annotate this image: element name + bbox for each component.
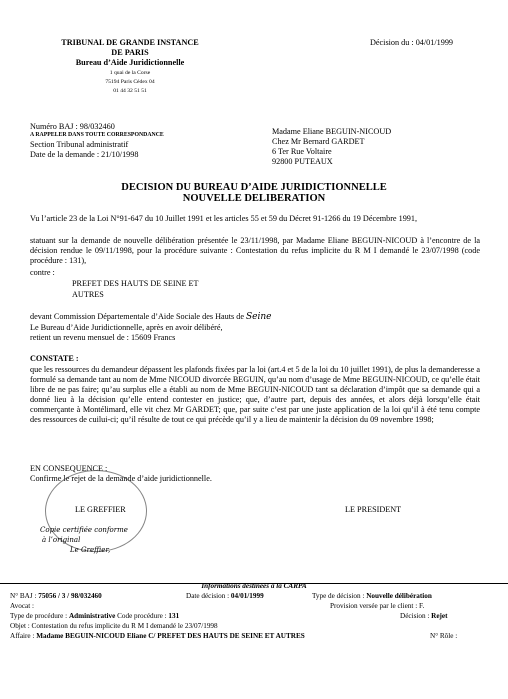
consequence-title: EN CONSEQUENCE : xyxy=(30,464,108,473)
footer-baj: N° BAJ : 75056 / 3 / 98/032460 xyxy=(10,592,102,600)
court-address1: 1 quai de la Corse xyxy=(109,70,151,76)
footer-role: N° Rôle : xyxy=(430,632,458,640)
greffier-label: LE GREFFIER xyxy=(75,505,126,514)
footer-header: Informations destinées à la CARPA xyxy=(201,582,307,590)
footer-type: Type de décision : Nouvelle délibération xyxy=(312,592,432,600)
decision-subtitle: NOUVELLE DELIBERATION xyxy=(182,193,326,204)
footer-objet: Objet : Contestation du refus implicite du R M I demandé le 23/07/1998 xyxy=(10,622,218,630)
bureau-line: Le Bureau d’Aide Juridictionnelle, après en avoir délibéré, xyxy=(30,323,223,332)
recipient-name: Madame Eliane BEGUIN-NICOUD xyxy=(272,127,392,136)
retient-line: retient un revenu mensuel de : 15609 Francs xyxy=(30,333,176,342)
footer-date: Date décision : 04/01/1999 xyxy=(186,592,264,600)
devant-line xyxy=(30,312,272,322)
decision-date: Décision du : 04/01/1999 xyxy=(370,38,454,47)
court-bureau: Bureau d’Aide Juridictionnelle xyxy=(75,58,185,67)
footer-avocat: Avocat : xyxy=(10,602,35,610)
request-date: Date de la demande : 21/10/1998 xyxy=(30,150,139,159)
recipient-street: 6 Ter Rue Voltaire xyxy=(272,147,332,156)
footer-provision: Provision versée par le client : F. xyxy=(330,602,425,610)
footer-procedure: Type de procédure : Administrative Code procédure : 131 xyxy=(10,612,180,620)
contre-label: contre : xyxy=(30,268,55,277)
constate-title: CONSTATE : xyxy=(30,354,79,363)
footer-decision: Décision : Rejet xyxy=(400,612,448,620)
consequence-text: Confirme le rejet de la demande d’aide juridictionnelle. xyxy=(30,474,212,483)
devant-text: devant Commission Départementale d’Aide Sociale des Hauts de xyxy=(30,312,244,321)
constate-text: que les ressources du demandeur dépassent les plafonds fixées par la loi (art.4 et 5 de la loi du 10 juillet 1991), de plus la demanderesse a formulé sa demande tant au nom de Mme NICOUD divorcée BEGUIN, qu’au nom d’usage de Mme BEGUIN-NICOUD, ce qu’elle était libre de ne pas faire; qu’au surplus elle a établi au nom de Mme BEGUIN-NICOUD tant sa déclaration d’impôt que sa demande qui a donné lieu à la décision qu’elle entend contester en justice; que, d’autre part, depuis des années, et alors déjà lorsqu’elle était commerçante à Montélimard, elle vit chez Mr GARDET; que, par suite c’est par une juste application de la loi qu’il à été tenu compte des ressources de cuilui-ci; qu’il résulte de tout ce qui précède qu’il y a lieu de maintenir la décision du 09 novembre 1998; xyxy=(30,365,480,424)
court-address2: 75194 Paris Cédex 04 xyxy=(105,79,155,85)
devant-handwritten: Seine xyxy=(246,312,272,322)
rappel-notice: A RAPPELER DANS TOUTE CORRESPONDANCE xyxy=(30,132,164,138)
statuant-paragraph: statuant sur la demande de nouvelle délibération présentée le 23/11/1998, par Madame Eliane BEGUIN-NICOUD à l’encontre de la décision rendue le 09/11/1998, pour la procédure suivante : Contestation du refus implicite du R M I demandé le 23/07/1998 (code procédure : 131), xyxy=(30,236,480,265)
adverse-party-line2: AUTRES xyxy=(72,290,104,299)
footer-affaire: Affaire : Madame BEGUIN-NICOUD Eliane C/ PREFET DES HAUTS DE SEINE ET AUTRES xyxy=(10,632,305,640)
court-name: TRIBUNAL DE GRANDE INSTANCE xyxy=(61,38,199,47)
section: Section Tribunal administratif xyxy=(30,140,129,149)
copie-line1: Copie certifiée conforme xyxy=(40,526,128,534)
recipient-city: 92800 PUTEAUX xyxy=(272,157,333,166)
copie-line2: à l’original xyxy=(42,536,81,544)
court-phone: 01 44 32 51 51 xyxy=(113,88,147,94)
adverse-party-line1: PREFET DES HAUTS DE SEINE ET xyxy=(72,279,199,288)
recipient-care-of: Chez Mr Bernard GARDET xyxy=(272,137,365,146)
vu-paragraph: Vu l’article 23 de la Loi N°91-647 du 10 Juillet 1991 et les articles 55 et 59 du Décret 91-1266 du 19 Décembre 1991, xyxy=(30,214,418,223)
court-city: DE PARIS xyxy=(111,48,149,57)
copie-line3: Le Greffier, xyxy=(70,546,111,554)
president-label: LE PRESIDENT xyxy=(345,505,402,514)
baj-number: Numéro BAJ : 98/032460 xyxy=(30,122,115,131)
decision-title: DECISION DU BUREAU D’AIDE JURIDICTIONNELLE xyxy=(121,182,387,193)
